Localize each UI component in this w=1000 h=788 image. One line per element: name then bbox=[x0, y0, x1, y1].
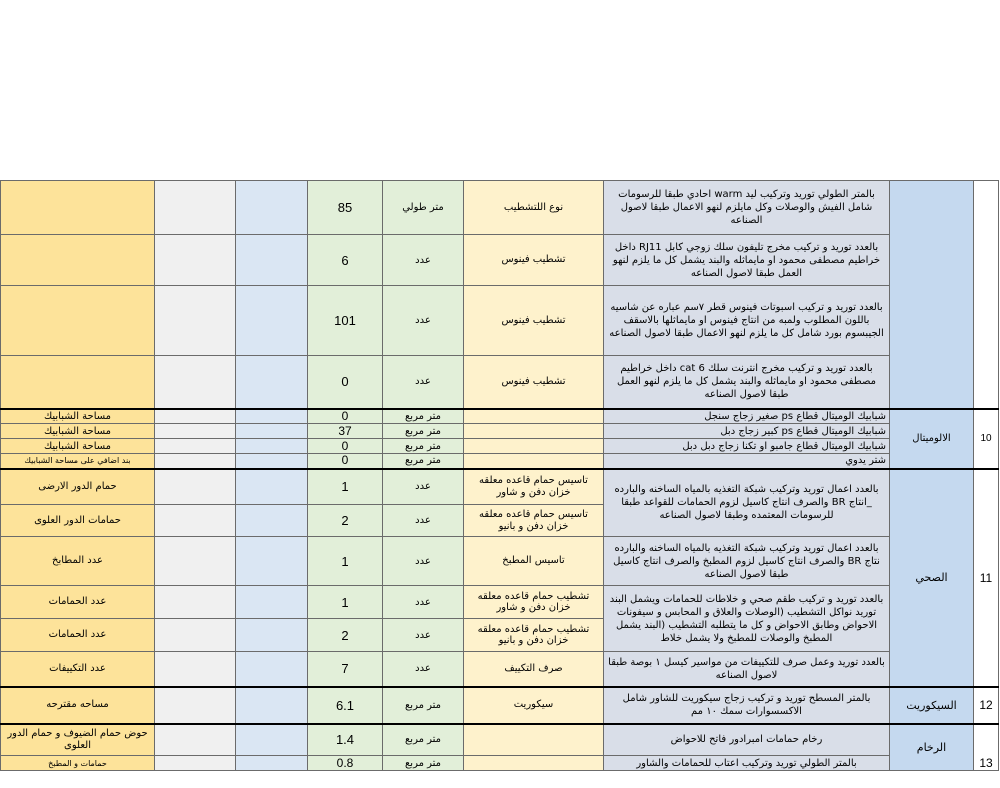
table-row bbox=[1, 409, 999, 424]
finish-type-cell bbox=[464, 439, 604, 454]
item-number-cell: 10 bbox=[974, 409, 999, 469]
unit-cell: متر مربع bbox=[383, 409, 464, 424]
unit-cell: متر مربع bbox=[383, 424, 464, 439]
unit-cell: عدد bbox=[383, 356, 464, 409]
category-cell: الالوميتال bbox=[890, 409, 974, 469]
quantity-cell: 2 bbox=[308, 505, 383, 537]
quantity-cell: 6 bbox=[308, 235, 383, 286]
description-cell: بالعدد توريد و تركيب مخرج تليفون سلك زوجي كابل RJ11 داخل خراطيم مصطفى محمود او مايماثله والبند يشمل كل ما يلزم لنهو العمل طبقا لاصول الصناعه bbox=[604, 235, 890, 286]
description-cell: بالعدد توريد و تركيب مخرج انترنت سلك cat 6 داخل خراطيم مصطفى محمود او مايماثله والبند يشمل كل ما يلزم لنهو العمل طبقا لاصول الصناعه bbox=[604, 356, 890, 409]
table-row bbox=[1, 235, 999, 286]
description-cell: بالعدد توريد وعمل صرف للتكييفات من مواسير كيسل ١ بوصة طبقا لاصول الصناعه bbox=[604, 652, 890, 687]
description-cell: بالمتر الطولي توريد وتركيب اعتاب للحمامات والشاور bbox=[604, 756, 890, 771]
unit-cell: عدد bbox=[383, 235, 464, 286]
finish-type-cell bbox=[464, 424, 604, 439]
category-cell: الصحي bbox=[890, 469, 974, 687]
quantity-cell: 0 bbox=[308, 439, 383, 454]
finish-type-cell bbox=[464, 756, 604, 771]
description-cell: شبابيك الوميتال قطاع ps صغير زجاج سنجل bbox=[604, 409, 890, 424]
quantity-cell: 1 bbox=[308, 586, 383, 619]
unit-cell: عدد bbox=[383, 505, 464, 537]
finish-type-cell: تشطيب فينوس bbox=[464, 235, 604, 286]
finish-type-cell: سيكوريت bbox=[464, 687, 604, 724]
table-row bbox=[1, 652, 999, 687]
unit-cell: عدد bbox=[383, 652, 464, 687]
quantity-cell: 1.4 bbox=[308, 724, 383, 756]
item-number-cell: 11 bbox=[974, 469, 999, 687]
quantity-cell: 2 bbox=[308, 619, 383, 652]
finish-type-cell bbox=[464, 724, 604, 756]
finish-type-cell: نوع اللتشطيب bbox=[464, 181, 604, 235]
remark-cell: مساحة الشبابيك bbox=[1, 409, 155, 424]
remark-cell bbox=[1, 181, 155, 235]
unit-cell: متر مربع bbox=[383, 454, 464, 469]
finish-type-cell bbox=[464, 454, 604, 469]
table-row bbox=[1, 537, 999, 586]
category-cell: الرخام bbox=[890, 724, 974, 771]
table-row bbox=[1, 724, 999, 756]
finish-type-cell: صرف التكييف bbox=[464, 652, 604, 687]
category-cell: السيكوريت bbox=[890, 687, 974, 724]
remark-cell bbox=[1, 235, 155, 286]
unit-cell: متر مربع bbox=[383, 439, 464, 454]
unit-cell: متر مربع bbox=[383, 756, 464, 771]
unit-cell: عدد bbox=[383, 619, 464, 652]
table-row bbox=[1, 424, 999, 439]
remark-cell: عدد التكييفات bbox=[1, 652, 155, 687]
quantity-cell: 37 bbox=[308, 424, 383, 439]
table-row bbox=[1, 469, 999, 505]
remark-cell bbox=[1, 356, 155, 409]
remark-cell: مساحة الشبابيك bbox=[1, 439, 155, 454]
remark-cell: مساحه مقترحه bbox=[1, 687, 155, 724]
remark-cell: حوض حمام الضيوف و حمام الدور العلوى bbox=[1, 724, 155, 756]
remark-cell: حمامات و المطبخ bbox=[1, 756, 155, 771]
finish-type-cell: تشطيب حمام قاعده معلقه خزان دفن و شاور bbox=[464, 586, 604, 619]
quantity-cell: 0.8 bbox=[308, 756, 383, 771]
table-row bbox=[1, 439, 999, 454]
finish-type-cell: تشطيب فينوس bbox=[464, 286, 604, 356]
table-row bbox=[1, 586, 999, 619]
unit-cell: عدد bbox=[383, 286, 464, 356]
remark-cell: عدد الحمامات bbox=[1, 619, 155, 652]
table-row bbox=[1, 756, 999, 771]
quantity-cell: 1 bbox=[308, 537, 383, 586]
remark-cell bbox=[1, 286, 155, 356]
item-number-cell: 13 bbox=[974, 724, 999, 771]
unit-cell: عدد bbox=[383, 586, 464, 619]
table-row bbox=[1, 286, 999, 356]
table-row bbox=[1, 454, 999, 469]
table-row bbox=[1, 181, 999, 235]
finish-type-cell bbox=[464, 409, 604, 424]
quantity-cell: 0 bbox=[308, 454, 383, 469]
boq-table bbox=[0, 180, 999, 771]
table-row bbox=[1, 687, 999, 724]
remark-cell: عدد الحمامات bbox=[1, 586, 155, 619]
unit-cell: عدد bbox=[383, 537, 464, 586]
quantity-cell: 7 bbox=[308, 652, 383, 687]
finish-type-cell: تشطيب حمام قاعده معلقه خزان دفن و بانيو bbox=[464, 619, 604, 652]
remark-cell: مساحة الشبابيك bbox=[1, 424, 155, 439]
unit-cell: عدد bbox=[383, 469, 464, 505]
quantity-cell: 101 bbox=[308, 286, 383, 356]
description-cell: بالعدد توريد و تركيب اسبوتات فينوس قطر ٧سم عباره عن شاسيه باللون المطلوب ولمبه من انتاج فينوس او مايماثلها بالاسقف الجيبسوم بورد شامل كل ما يلزم لنهو الاعمال طبقا لاصول الصناعه bbox=[604, 286, 890, 356]
description-cell: بالعدد اعمال توريد وتركيب شبكة التغذيه بالمياه الساخنه والبارده _انتاج BR والصرف انتاج كاسيل لزوم الحمامات للقواعد طبقا للرسومات المعتمده وطبقا لاصول الصناعه bbox=[604, 469, 890, 537]
item-number-cell: 12 bbox=[974, 687, 999, 724]
remark-cell: حمام الدور الارضى bbox=[1, 469, 155, 505]
quantity-cell: 6.1 bbox=[308, 687, 383, 724]
description-cell: شبابيك الوميتال قطاع جامبو او تكنا زجاج دبل دبل bbox=[604, 439, 890, 454]
description-cell: بالمتر الطولي توريد وتركيب ليد warm احادي طبقا للرسومات شامل الفيش والوصلات وكل مايلزم لنهو الاعمال طبقا لاصول الصناعه bbox=[604, 181, 890, 235]
unit-cell: متر مربع bbox=[383, 724, 464, 756]
quantity-cell: 0 bbox=[308, 409, 383, 424]
quantity-cell: 0 bbox=[308, 356, 383, 409]
remark-cell: عدد المطابخ bbox=[1, 537, 155, 586]
unit-cell: متر طولي bbox=[383, 181, 464, 235]
finish-type-cell: تاسيس حمام قاعده معلقه خزان دفن و بانيو bbox=[464, 505, 604, 537]
remark-cell: بند اضافي على مساحة الشبابيك bbox=[1, 454, 155, 469]
description-cell: بالعدد اعمال توريد وتركيب شبكة التغذيه بالمياه الساخنه والبارده نتاج BR والصرف انتاج كاسيل لزوم المطبخ والصرف انتاج كاسيل طبقا لاصول الصناعه bbox=[604, 537, 890, 586]
description-cell: رخام حمامات امبرادور فاتح للاحواض bbox=[604, 724, 890, 756]
unit-cell: متر مربع bbox=[383, 687, 464, 724]
quantity-cell: 85 bbox=[308, 181, 383, 235]
quantity-cell: 1 bbox=[308, 469, 383, 505]
description-cell: شتر يدوي bbox=[604, 454, 890, 469]
description-cell: شبابيك الوميتال قطاع ps كبير زجاج دبل bbox=[604, 424, 890, 439]
description-cell: بالمتر المسطح توريد و تركيب زجاج سيكوريت للشاور شامل الاكسسوارات سمك ١٠ مم bbox=[604, 687, 890, 724]
finish-type-cell: تاسيس المطبخ bbox=[464, 537, 604, 586]
table-row bbox=[1, 356, 999, 409]
remark-cell: حمامات الدور العلوى bbox=[1, 505, 155, 537]
description-cell: بالعدد توريد و تركيب طقم صحي و خلاطات للحمامات ويشمل البند توريد نواكل التشطيب (الوصلات والعلاق و المحابس و سيفونات الاحواض وطابق الاحواض و كل ما يتطلبه التشطيب (البند يشمل المطبخ والوصلات للمطبخ ولا يشمل خلاط bbox=[604, 586, 890, 652]
finish-type-cell: تشطيب فينوس bbox=[464, 356, 604, 409]
finish-type-cell: تاسيس حمام قاعده معلقه خزان دفن و شاور bbox=[464, 469, 604, 505]
